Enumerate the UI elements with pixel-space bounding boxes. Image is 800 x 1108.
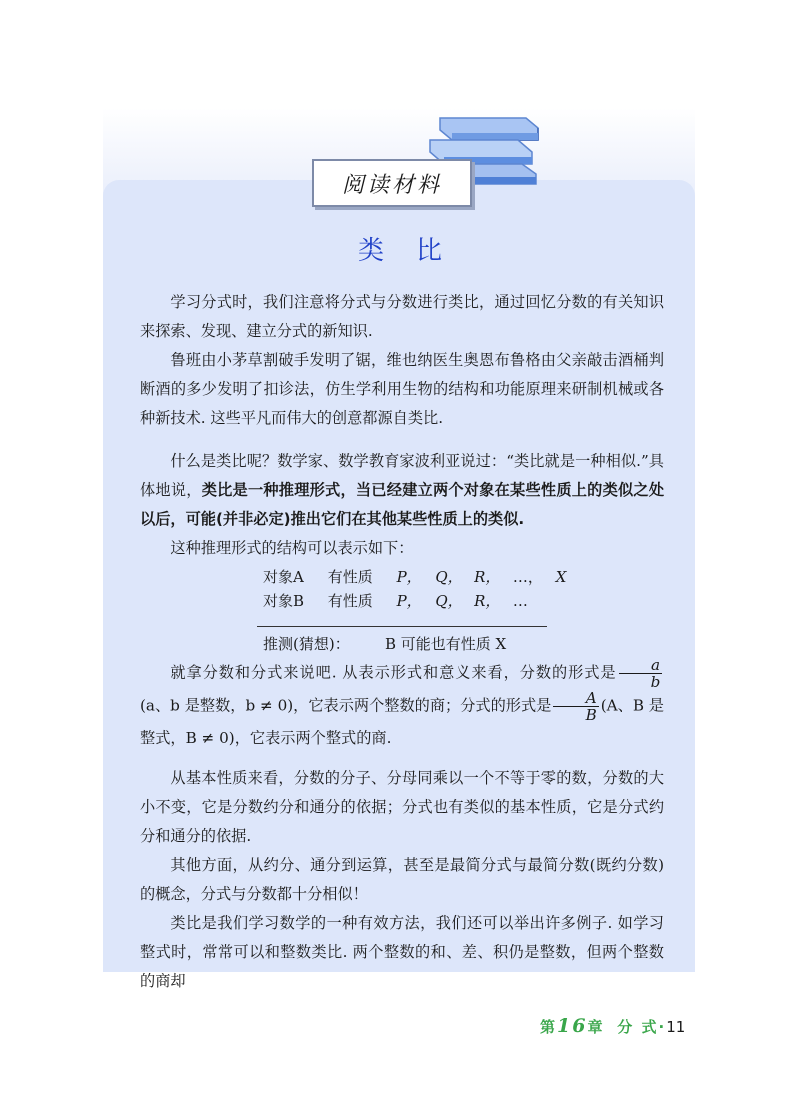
p5-text-b: (a、b 是整数，b ≠ 0)，它表示两个整数的商；分式的形式是 <box>140 696 552 715</box>
p5-text-c: (A、B 是整式，B ≠ 0)，它表示两个整式的商. <box>140 696 664 747</box>
object-a-label: 对象A <box>263 568 304 586</box>
chapter-title: 分 式· <box>617 1018 667 1036</box>
fraction-numerator: a <box>619 657 662 674</box>
prop-ellipsis: … <box>512 592 528 610</box>
conclusion-label: 推测(猜想)： <box>263 635 350 653</box>
page-footer <box>540 1015 700 1037</box>
prop-r: R， <box>474 592 501 610</box>
paragraph-3 <box>140 447 664 534</box>
fraction-paragraph <box>140 657 664 754</box>
analogy-definition: 类比是一种推理形式，当已经建立两个对象在某些性质上的类似之处以后，可能(并非必定)推出它们在其他某些性质上的类似. <box>140 481 665 528</box>
paragraph-6: 从基本性质来看，分数的分子、分母同乘以一个不等于零的数，分数的大小不变，它是分数约分和通分的依据；分式也有类似的基本性质，它是分式约分和通分的依据. <box>140 769 664 845</box>
chapter-number: 16 <box>557 1015 588 1037</box>
structure-row-b <box>263 589 528 613</box>
section-heading: 类比 <box>357 236 474 266</box>
has-property-label: 有性质 <box>327 568 373 586</box>
prop-ellipsis: …， <box>512 568 543 586</box>
prop-p: P， <box>396 568 422 586</box>
paragraph-1: 学习分式时，我们注意将分式与分数进行类比，通过回忆分数的有关知识来探索、发现、建立分式的新知识. <box>140 293 664 340</box>
paragraph-5 <box>140 657 664 754</box>
prop-x: X <box>555 568 567 586</box>
closing-paragraphs <box>140 764 664 996</box>
conclusion-row <box>263 633 506 654</box>
paragraph-7: 其他方面，从约分、通分到运算，甚至是最简分式与最简分数(既约分数)的概念，分式与分数都十分相似！ <box>140 856 664 903</box>
fraction-A-over-B <box>553 690 598 723</box>
chapter-prefix: 第 <box>540 1018 558 1036</box>
paragraph-2: 鲁班由小茅草割破手发明了锯，维也纳医生奥恩布鲁格由父亲敲击酒桶判断酒的多少发明了扣诊法，仿生学利用生物的结构和功能原理来研制机械或各种新技术. 这些平凡而伟大的创意都源自类比. <box>140 351 664 427</box>
structure-row-a <box>263 565 566 589</box>
fraction-numerator: A <box>553 690 598 707</box>
inference-line <box>257 626 547 627</box>
prop-r: R， <box>474 568 501 586</box>
conclusion-text: B 可能也有性质 X <box>385 635 507 653</box>
definition-paragraphs <box>140 447 664 563</box>
fraction-a-over-b <box>619 657 662 690</box>
has-property-label: 有性质 <box>327 592 373 610</box>
p5-text-a: 就拿分数和分式来说吧. 从表示形式和意义来看，分数的形式是 <box>170 663 617 682</box>
fraction-denominator: b <box>650 673 661 691</box>
fraction-denominator: B <box>585 706 597 724</box>
prop-q: Q， <box>435 568 463 586</box>
chapter-suffix: 章 <box>587 1018 605 1036</box>
paragraph-8: 类比是我们学习数学的一种有效方法，我们还可以举出许多例子. 如学习整式时，常常可以和整数类比. 两个整数的和、差、积仍是整数，但两个整数的商却 <box>140 914 664 990</box>
paragraph-4: 这种推理形式的结构可以表示如下： <box>170 539 414 557</box>
prop-q: Q， <box>435 592 463 610</box>
object-b-label: 对象B <box>263 592 305 610</box>
intro-paragraphs <box>140 288 664 433</box>
reading-material-title: 阅读材料 <box>312 159 472 207</box>
page-number: 11 <box>666 1018 686 1036</box>
paragraph-3-lead: 什么是类比呢？数学家、数学教育家波利亚说过：“类比就是一种相似.”具体地说， <box>140 452 664 499</box>
prop-p: P， <box>396 592 422 610</box>
